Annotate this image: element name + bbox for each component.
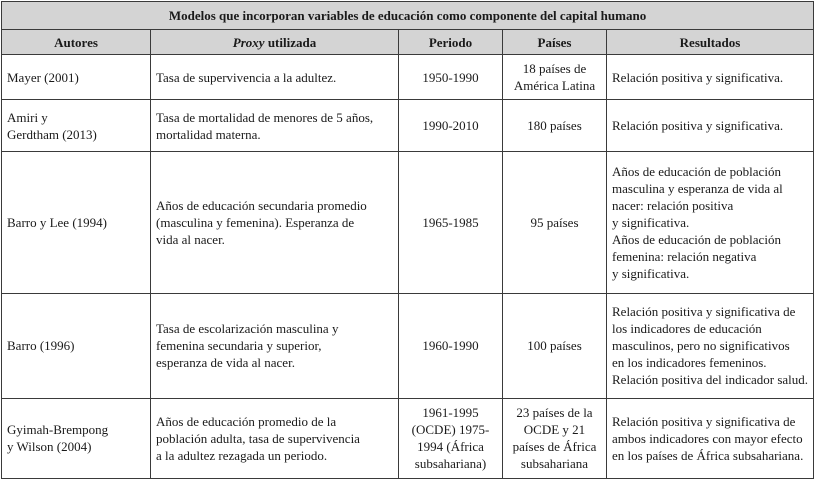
cell-resultados [607, 293, 814, 398]
cell-line: Tasa de supervivencia a la adultez. [156, 69, 337, 85]
cell-line: 180 países [527, 118, 582, 133]
cell-line: y Wilson (2004) [7, 439, 92, 455]
table-title: Modelos que incorporan variables de educación como componente del capital humano [2, 2, 814, 30]
cell-line: 95 países [530, 214, 579, 230]
cell-line: Relación positiva y significativa de [612, 304, 796, 320]
cell-line: Amiri y [7, 109, 48, 125]
cell-line: OCDE y 21 [523, 422, 586, 438]
cell-paises [503, 100, 607, 151]
cell-line: Relación positiva y significativa. [612, 118, 784, 133]
cell-line: Años de educación de población [612, 231, 781, 247]
header-autores: Autores [2, 30, 151, 55]
cell-line: en los países de África subsahariana. [612, 447, 804, 463]
cell-line: vida al nacer. [156, 231, 225, 247]
education-models-table [1, 1, 814, 479]
cell-line: en los indicadores femeninos. [612, 355, 767, 371]
table-title-row [2, 2, 814, 30]
cell-line: ambos indicadores con mayor efecto [612, 430, 803, 446]
cell-periodo [399, 293, 503, 398]
table-row [2, 55, 814, 100]
cell-line: Barro y Lee (1994) [7, 214, 107, 230]
cell-resultados [607, 100, 814, 151]
header-proxy-italic: Proxy [232, 34, 265, 50]
cell-line: Años de educación de población [612, 163, 781, 179]
cell-autores [2, 151, 151, 293]
cell-paises [503, 151, 607, 293]
cell-line: (masculina y femenina). Esperanza de [156, 214, 355, 230]
cell-line: 100 países [527, 338, 582, 354]
cell-line: América Latina [513, 78, 596, 94]
cell-line: 1961-1995 [422, 405, 479, 421]
cell-line: Años de educación promedio de la [156, 413, 337, 429]
table-row [2, 151, 814, 293]
cell-line: Relación positiva y significativa de [612, 413, 796, 429]
cell-line: masculina y esperanza de vida al [612, 180, 783, 196]
cell-line: 1960-1990 [422, 338, 479, 354]
cell-line: femenina secundaria y superior, [156, 338, 322, 354]
cell-line: Gerdtham (2013) [7, 126, 97, 142]
cell-line: Gyimah-Brempong [7, 422, 109, 438]
cell-line: y significativa. [612, 214, 690, 230]
header-resultados: Resultados [607, 30, 814, 55]
cell-line: y significativa. [612, 265, 690, 281]
table-header-row [2, 30, 814, 55]
cell-autores [2, 55, 151, 100]
cell-line: 1994 (África [417, 439, 484, 455]
cell-resultados [607, 151, 814, 293]
cell-autores [2, 100, 151, 151]
header-proxy-rest: utilizada [264, 34, 317, 50]
cell-line: países de África [512, 439, 597, 455]
cell-line: Tasa de mortalidad de menores de 5 años, [156, 109, 374, 125]
cell-proxy [151, 293, 399, 398]
cell-line: subsahariana [520, 456, 589, 472]
cell-line: esperanza de vida al nacer. [156, 355, 295, 371]
table-row [2, 100, 814, 151]
cell-line: los indicadores de educación [612, 321, 762, 337]
cell-line: 1990-2010 [422, 118, 479, 133]
table-row [2, 293, 814, 398]
cell-proxy [151, 100, 399, 151]
cell-resultados [607, 55, 814, 100]
cell-line: masculinos, pero no significativos [612, 338, 790, 354]
cell-line: mortalidad materna. [156, 126, 261, 142]
cell-periodo [399, 398, 503, 478]
cell-line: 23 países de la [516, 405, 593, 421]
cell-periodo [399, 55, 503, 100]
cell-line: 1950-1990 [422, 69, 479, 85]
cell-line: nacer: relación positiva [612, 197, 734, 213]
cell-line: Mayer (2001) [7, 69, 79, 85]
cell-line: Relación positiva del indicador salud. [612, 372, 809, 388]
cell-line: femenina: relación negativa [612, 248, 757, 264]
header-paises: Países [503, 30, 607, 55]
cell-paises [503, 55, 607, 100]
cell-line: Tasa de escolarización masculina y [156, 321, 339, 337]
cell-resultados [607, 398, 814, 478]
cell-periodo [399, 100, 503, 151]
cell-line: Años de educación secundaria promedio [156, 197, 367, 213]
header-proxy [151, 30, 399, 55]
cell-proxy [151, 398, 399, 478]
cell-line: 1965-1985 [422, 214, 479, 230]
cell-line: a la adultez rezagada un periodo. [156, 447, 328, 463]
cell-line: subsahariana) [414, 456, 487, 472]
cell-line: (OCDE) 1975- [411, 422, 490, 438]
cell-line: población adulta, tasa de supervivencia [156, 430, 360, 446]
cell-proxy [151, 151, 399, 293]
cell-proxy [151, 55, 399, 100]
cell-autores [2, 398, 151, 478]
cell-line: Relación positiva y significativa. [612, 69, 784, 85]
table-row [2, 398, 814, 478]
header-periodo: Periodo [399, 30, 503, 55]
cell-paises [503, 293, 607, 398]
cell-autores [2, 293, 151, 398]
cell-periodo [399, 151, 503, 293]
cell-line: 18 países de [522, 61, 587, 77]
cell-paises [503, 398, 607, 478]
cell-line: Barro (1996) [7, 338, 75, 354]
